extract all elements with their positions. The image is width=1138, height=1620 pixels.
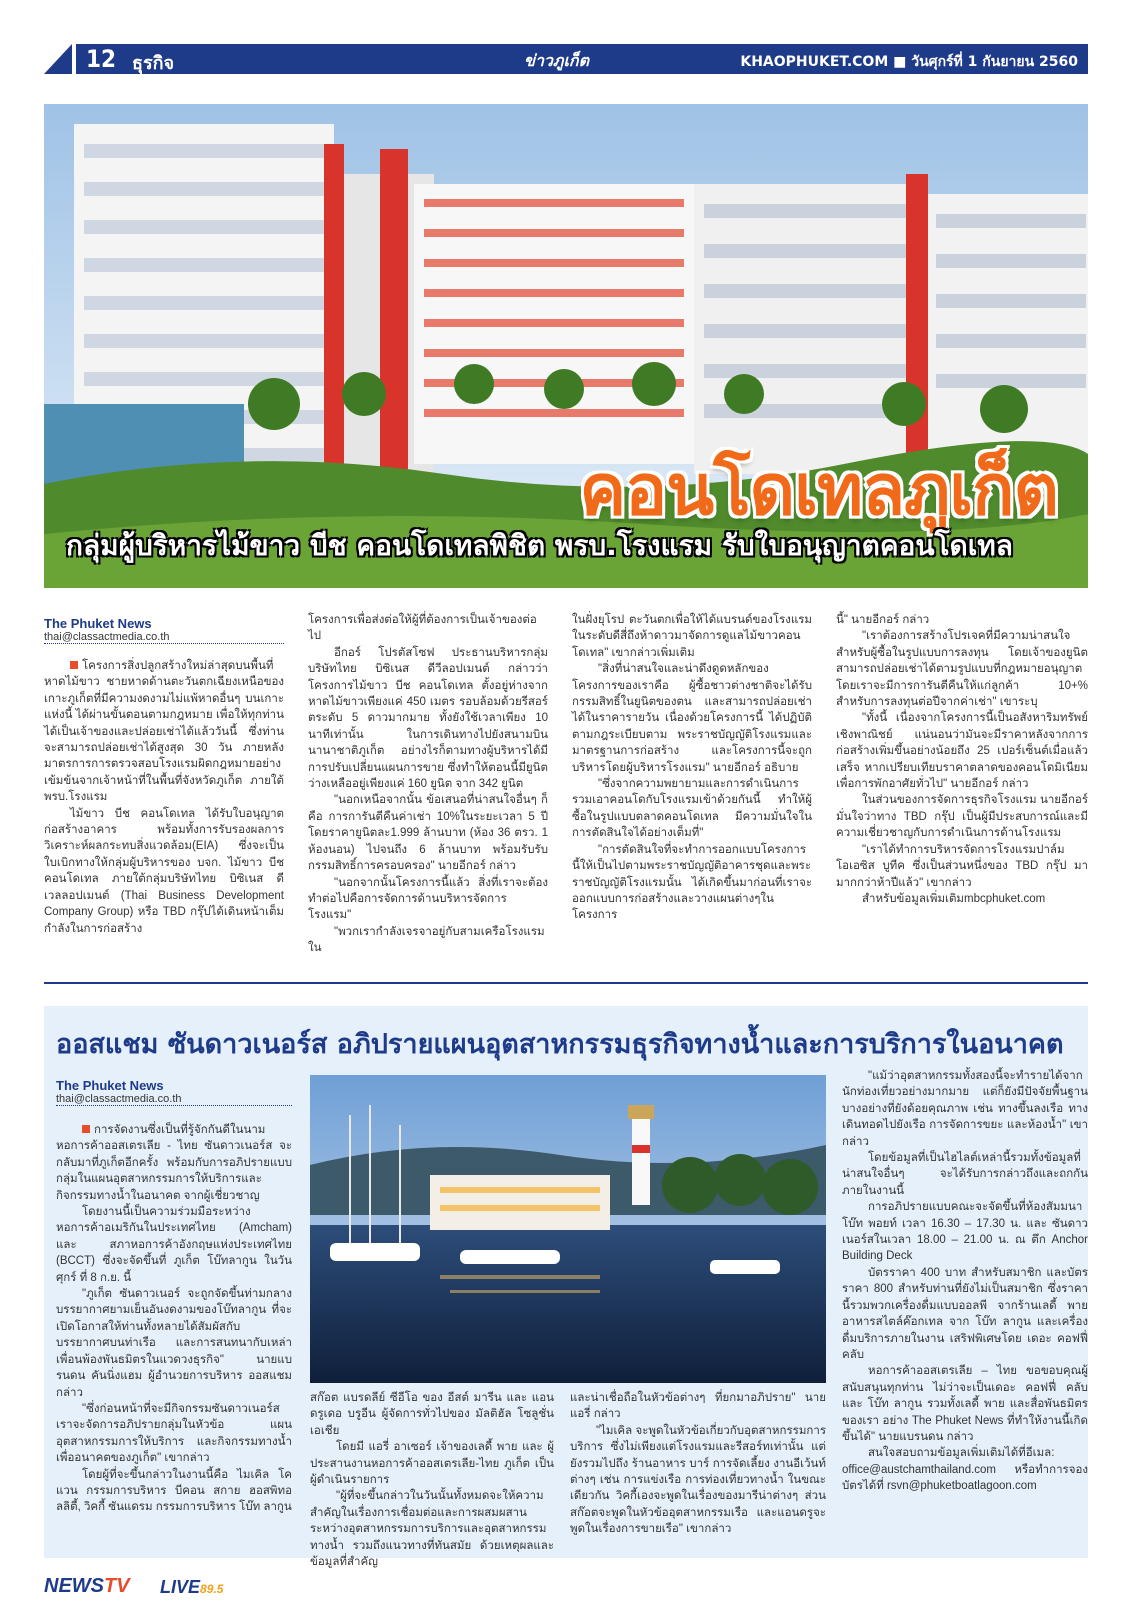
dateline: KHAOPHUKET.COM ■ วันศุกร์ที่ 1 กันยายน 2560 [740, 54, 1078, 70]
paragraph: สนใจสอบถามข้อมูลเพิ่มเติมได้ที่อีเมล: office@austchamthailand.com หรือทำการจองบัตรได้ที่ rsvn@phuketboatlagoon.com [842, 1447, 1088, 1493]
paragraph: อีกอร์ โปรตัสโซฟ ประธานบริหารกลุ่มบริษัทไทย บิซิเนส ดีวีลอปเมนต์ กล่าวว่า โครงการไม้ขาว บีช คอนโดเทล ตั้งอยู่ห่างจากหาดไม้ขาวเพียงแค่ 450 เมตร รอบล้อมด้วยรีสอร์ตระดับ 5 ดาวมากมาย ทั้งยังใช้เวลาเพียง 10 นาทีเท่านั้น ในการเดินทางไปยังสนามบินนานาชาติภูเก็ต อย่างไรก็ตามทางผู้บริหารได้มีการปรับเปลี่ยนแผนการขาย ซึ่งทำให้ตอนนี้มียูนิตว่างเหลืออยู่เพียงแค่ 160 ยูนิต จาก 342 ยูนิต [308, 646, 548, 791]
hero-image [44, 104, 1088, 588]
article1-byline: The Phuket News [44, 616, 152, 631]
article2-column-4 [842, 1068, 1088, 1495]
article2-byline: The Phuket News [56, 1078, 164, 1093]
article1-column-3 [572, 612, 812, 924]
hero-subtitle: กลุ่มผู้บริหารไม้ขาว บีช คอนโดเทลพิชิต พรบ.โรงแรม รับใบอนุญาตคอนโดเทล [66, 529, 1013, 562]
article2-column-2 [310, 1390, 554, 1570]
paragraph: "ทั้งนี้ เนื่องจากโครงการนี้เป็นอสังหาริมทรัพย์เชิงพาณิชย์ แน่นอนว่ามันจะมีราคาหลังจากการก่อสร้างเพิ่มขึ้นอย่างน้อยถึง 25 เปอร์เซ็นต์เมื่อแล้วเสร็จ หากเปรียบเทียบราคาตลาดของคอนโดมิเนียมเพื่อการพักอาศัยทั่วไป" นายอีกอร์ กล่าว [836, 712, 1088, 791]
paragraph: ในฝั่งยุโรป ตะวันตกเพื่อให้ได้แบรนด์ของโรงแรมในระดับดีสี่ถึงห้าดาวมาจัดการดูแลไม้ขาวคอนโดเทล" เขากล่าวเพิ่มเติม [572, 614, 812, 659]
paragraph: นี้" นายอีกอร์ กล่าว [836, 614, 930, 626]
paragraph: "นอกเหนือจากนั้น ข้อเสนอที่น่าสนใจอื่นๆ ก็คือ การการันตีคืนค่าเช่า 10%ในระยะเวลา 5 ปี โดยราคายูนิตละ1.999 ล้านบาท (ห้อง 36 ตรว. 1 ห้องนอน) ไปจนถึง 6 ล้านบาท พร้อมรับรับกรรมสิทธิ์การครอบครอง" นายอีกอร์ กล่าว [308, 794, 548, 873]
masthead-logo: ข่าวภูเก็ต [524, 51, 589, 70]
paragraph: ในส่วนของการจัดการธุรกิจโรงแรม นายอีกอร์มั่นใจว่าทาง TBD กรุ๊ป เป็นผู้มีประสบการณ์และมีความเชี่ยวชาญกับการดำเนินการด้านโรงแรม [836, 794, 1088, 840]
paragraph: หอการค้าออสเตรเลีย – ไทย ขอขอบคุณผู้สนับสนุนทุกท่าน ไม่ว่าจะเป็นเดอะ คอฟฟี่ คลับ และ โบ๊ท ลากูน รวมทั้งเลดี้ พาย และสื่อพันธมิตรของเรา อย่าง The Phuket News ที่ทำให้งานนี้เกิดขึ้นได้" นายแบรนดน กล่าว [842, 1365, 1088, 1443]
paragraph: "ไมเคิล จะพูดในหัวข้อเกี่ยวกับอุตสาหกรรมการบริการ ซึ่งไม่เพียงแต่โรงแรมและรีสอร์ทเท่านั้น แต่ยังรวมไปถึง ร้านอาหาร บาร์ การจัดเลี้ยง งานอีเว้นท์ต่างๆ เช่น การแข่งเรือ การท่องเที่ยวทางน้ำ ในขณะเดียวกัน วิคกี้เองจะพูดในเรื่องของมารีน่าต่างๆ ส่วนสก๊อตจะพูดในหัวข้ออุตสาหกรรมเรือ และแอนดรูจะพูดในเรื่องการขายเรือ" เขากล่าว [570, 1424, 826, 1536]
section-name: ธุรกิจ [132, 53, 175, 74]
paragraph: โครงการสิ่งปลูกสร้างใหม่ล่าสุดบนพื้นที่หาดไม้ขาว ชายหาดด้านตะวันตกเฉียงเหนือของเกาะภูเก็ตที่มีความงดงามไม่แพ้หาดอื่นๆ บนเกาะแห่งนี้ ได้ผ่านขั้นตอนตามกฎหมาย เพื่อให้ทุกท่านได้เป็นเจ้าของและปล่อยเช่าได้แล้ววันนี้ ซึ่งท่านจะสามารถปล่อยเช่าได้สูงสุด 30 วัน ภายหลังมาตรการการตรวจสอบโรงแรมผิดกฎหมายอย่างเข้มข้นจากเจ้าหน้าที่ในพื้นที่จังหวัดภูเก็ต ภายใต้ พรบ.โรงแรม [44, 660, 284, 804]
paragraph: การอภิปรายแบบคณะจะจัดขึ้นที่ห้องสัมมนา โบ๊ท พอยท์ เวลา 16.30 – 17.30 น. และ ซันดาวเนอร์สในเวลา 18.00 – 21.00 น. ณ ตึก Anchor Building Deck [842, 1201, 1088, 1263]
article1-column-1 [44, 658, 284, 937]
paragraph: โครงการเพื่อส่งต่อให้ผู้ที่ต้องการเป็นเจ้าของต่อไป [308, 614, 537, 643]
paragraph: โดยงานนี้เป็นความร่วมมือระหว่างหอการค้าอเมริกันในประเทศไทย (Amcham) และ สภาหอการค้าอังกฤษแห่งประเทศไทย (BCCT) ซึ่งจะจัดขึ้นที่ ภูเก็ต โบ๊ทลากูน ในวันศุกร์ ที่ 8 ก.ย. นี้ [56, 1206, 292, 1284]
paragraph: โดยมี แอรี่ อาเซอร์ เจ้าของเลดี้ พาย และ ผู้ประสานงานหอการค้าออสเตรเลีย-ไทย ภูเก็ต เป็นผู้ดำเนินรายการ [310, 1441, 554, 1487]
page-number: 12 [86, 45, 117, 73]
paragraph: และน่าเชื่อถือในหัวข้อต่างๆ ที่ยกมาอภิปราย" นายแอรี่ กล่าว [570, 1392, 826, 1421]
paragraph: "สิ่งที่น่าสนใจและน่าดึงดูดหลักของโครงการของเราคือ ผู้ซื้อชาวต่างชาติจะได้รับกรรมสิทธิ์ในยูนิตของตน และสามารถปล่อยเช่าได้ในราคารายวัน เนื่องด้วยโครงการนี้ ได้ปฏิบัติตามกฎระเบียบตาม พระราชบัญญัติโรงแรมและมาตรฐานการก่อสร้าง และโครงการนี้จะถูกบริหารโดยผู้บริหารโรงแรม" นายอีกอร์ อธิบาย [572, 663, 812, 774]
article1-byline-block [44, 616, 284, 644]
paragraph: "นอกจากนั้นโครงการนี้แล้ว สิ่งที่เราจะต้องทำต่อไปคือการจัดการด้านบริหารจัดการโรงแรม" [308, 876, 548, 922]
paragraph: โดยผู้ที่จะขึ้นกล่าวในงานนี้คือ ไมเคิล โคแวน กรรมการบริหาร บีคอน สกาย ฮอสพิทอลลิตี้, วิคกี้ ซันแดรม กรรมการบริหาร โบ๊ท ลากูน [56, 1468, 292, 1514]
article2-byline-block [56, 1078, 292, 1106]
article2-column-1 [56, 1122, 292, 1516]
paragraph: ไม้ขาว บีช คอนโดเทล ได้รับใบอนุญาตก่อสร้างอาคาร พร้อมทั้งการรับรองผลการวิเคราะห์ผลกระทบสิ่งแวดล้อม(EIA) ซึ่งจะเป็นใบเบิกทางให้กลุ่มผู้บริหารของ บจก. ไม้ขาว บีช คอนโดเทล ภายใต้กลุ่มบริษัทไทย บิซิเนส ดีเวลลอปเมนต์ (Thai Business Development Company Group) หรือ TBD กรุ๊ปได้เดินหน้าเต็มกำลังในการก่อสร้าง [44, 807, 284, 935]
paragraph: "ซึ่งก่อนหน้าที่จะมีกิจกรรมซันดาวเนอร์ส เราจะจัดการอภิปรายกลุ่มในหัวข้อ แผนอุตสาหกรรมการให้บริการ และกิจกรรมทางน้ำเพื่ออนาคตของภูเก็ต" เขากล่าว [56, 1402, 292, 1465]
paragraph: โดยข้อมูลที่เป็นไฮไลต์เหล่านี้รวมทั้งข้อมูลที่น่าสนใจอื่นๆ จะได้รับการกล่าวถึงและถกกันภายในงานนี้ [842, 1152, 1088, 1197]
header-bar [76, 44, 1088, 74]
hero-title: คอนโดเทลภูเก็ต [579, 449, 1058, 531]
bullet-icon [82, 1125, 90, 1133]
paragraph: บัตรราคา 400 บาท สำหรับสมาชิก และบัตรราคา 800 สำหรับท่านที่ยังไม่เป็นสมาชิก ซึ่งราคานี้รวมพวกเครื่องดื่มแบบออลพี จากร้านเลดี้ พาย อาหารสไตล์ค๊อกเทล จาก โบ๊ท ลากูน และเครื่องดื่มบริการภายในงาน เสริฟพิเศษโดย เดอะ คอฟฟี่ คลับ [842, 1266, 1088, 1361]
paragraph: "การตัดสินใจที่จะทำการออกแบบโครงการนี้ให้เป็นไปตามพระราชบัญญัติอาคารชุดและพระราชบัญญัติโรงแรมนั้น ได้เกิดขึ้นมาก่อนที่เราจะออกแบบการก่อสร้างและวางแผนต่างๆในโครงการ [572, 843, 812, 922]
article1-column-2 [308, 612, 548, 957]
page-corner-mark [44, 44, 72, 74]
paragraph: สำหรับข้อมูลเพิ่มเติมmbcphuket.com [862, 892, 1046, 905]
article2-column-3 [570, 1390, 826, 1538]
paragraph: สก๊อต แบรดลีย์ ซีอีโอ ของ อีสต์ มารีน และ แอนดรูเดอ บรูอีน ผู้จัดการทั่วไปของ มัลติฮัล โซลูชั่น เอเชีย [310, 1392, 554, 1437]
paragraph: "ภูเก็ต ซันดาวเนอร์ จะถูกจัดขึ้นท่ามกลางบรรยากาศยามเย็นอันงดงามของโบ๊ทลากูน ที่จะเปิดโอกาสให้ท่านทั้งหลายได้สัมผัสกับบรรยากาศบนท่าเรือ และการสนทนากับเหล่าเพื่อนพ้องพันธมิตรในแวดวงธุรกิจ" นายแบรนดน คันนิ่งแฮม ผู้อำนวยการบริหาร ออสแชม กล่าว [56, 1288, 292, 1399]
marina-illustration [310, 1075, 826, 1383]
paragraph: "เราต้องการสร้างโปรเจคที่มีความน่าสนใจสำหรับผู้ซื้อในรูปแบบการลงทุน โดยเจ้าของยูนิตสามารถปล่อยเช่าได้ตามรูปแบบที่กฎหมายอนุญาต โดยเราจะมีการการันตีคืนให้แก่ลูกค้า 10+% สำหรับการลงทุนต่อปีจากค่าเช่า" เขาระบุ [836, 630, 1088, 709]
section-divider [44, 982, 1088, 984]
article1-column-4 [836, 612, 1088, 907]
newstv-logo: NEWSTV [44, 1575, 130, 1597]
paragraph: "ผู้ที่จะขึ้นกล่าวในวันนั้นทั้งหมดจะให้ความสำคัญในเรื่องการเชื่อมต่อและการผสมผสานระหว่างอุตสาหกรรมการบริการและอุตสาหกรรมทางน้ำ รวมถึงแนวทางที่ทันสมัย ด้วยเหตุผลและข้อมูลที่สำคัญ [310, 1490, 554, 1569]
boat-lagoon-photo [310, 1075, 826, 1383]
paragraph: "พวกเรากำลังเจรจาอยู่กับสามเครือโรงแรมใน [308, 925, 545, 955]
paragraph: "เราได้ทำการบริหารจัดการโรงแรมปาล์ม โอเอซิส บูทีค ซึ่งเป็นส่วนหนึ่งของ TBD กรุ๊ป มามากกว่าห้าปีแล้ว" เขากล่าว [836, 843, 1088, 889]
bullet-icon [70, 661, 78, 669]
paragraph: "ซึ่งจากความพยายามและการดำเนินการรวมเอาคอนโดกับโรงแรมเข้าด้วยกันนี้ ทำให้ผู้ซื้อในรูปแบบตลาดคอนโดเทล มีความมั่นใจในการตัดสินใจได้อย่างเต็มที่" [572, 778, 812, 840]
live-radio-logo: LIVE89.5 [160, 1577, 224, 1597]
paragraph: "แม้ว่าอุตสาหกรรมทั้งสองนี้จะทำรายได้จากนักท่องเที่ยวอย่างมากมาย แต่ก็ยังมีปัจจัยพื้นฐานบางอย่างที่ยังด้อยคุณภาพ เช่น ทางขึ้นลงเรือ ทางเดินทอดไปยังเรือ การจัดการขยะ และห้องน้ำ" เขากล่าว [842, 1070, 1088, 1148]
article2-email: thai@classactmedia.co.th [56, 1093, 182, 1105]
article2-headline: ออสแชม ซันดาวเนอร์ส อภิปรายแผนอุตสาหกรรมธุรกิจทางน้ำและการบริการในอนาคต [56, 1029, 1064, 1060]
article1-email: thai@classactmedia.co.th [44, 631, 170, 643]
paragraph: การจัดงานซึ่งเป็นที่รู้จักกันดีในนามหอการค้าออสเตรเลีย - ไทย ซันดาวเนอร์ส จะกลับมาที่ภูเก็ตอีกครั้ง พร้อมกับการอภิปรายแบบกลุ่มในแผนอุตสาหกรรมการให้บริการและกิจกรรมทางน้ำในอนาคต จากผู้เชี่ยวชาญ [56, 1124, 292, 1202]
